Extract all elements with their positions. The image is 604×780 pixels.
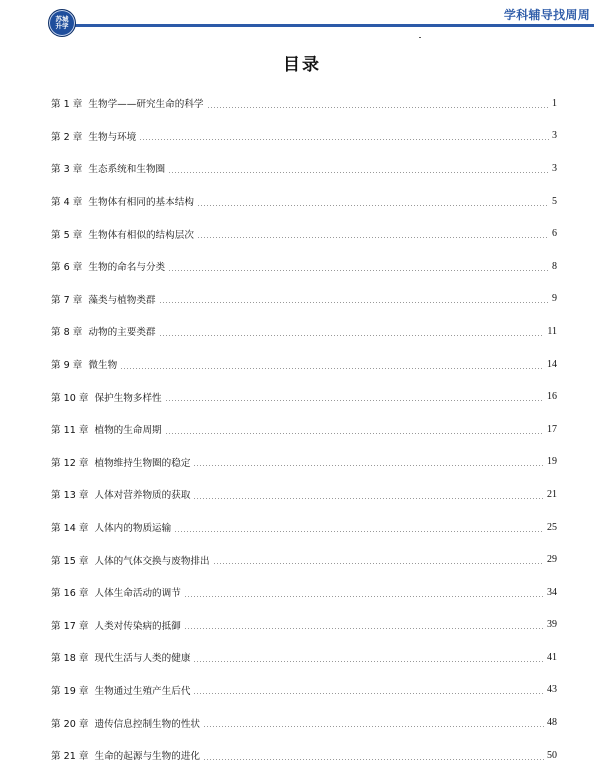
toc-dot-leader — [184, 628, 544, 629]
toc-dot-leader — [168, 270, 549, 271]
toc-dot-leader — [184, 596, 544, 597]
toc-page-number: 11 — [547, 325, 557, 337]
toc-entry[interactable] — [51, 641, 557, 674]
toc-page-number: 17 — [547, 423, 557, 435]
toc-page-number: 6 — [552, 228, 557, 240]
toc-page-number: 5 — [552, 195, 557, 207]
toc-chapter-title: 遗传信息控制生物的性状 — [94, 718, 201, 730]
toc-entry[interactable] — [51, 511, 557, 544]
toc-entry[interactable] — [51, 152, 557, 185]
toc-dot-leader — [213, 563, 544, 564]
toc-page-number: 34 — [547, 586, 557, 598]
toc-entry[interactable] — [51, 413, 557, 446]
toc-dot-leader — [159, 335, 545, 336]
toc-entry[interactable] — [51, 478, 557, 511]
toc-dot-leader — [159, 302, 549, 303]
toc-entry[interactable] — [51, 283, 557, 316]
toc-chapter-title: 人体生命活动的调节 — [94, 588, 181, 600]
toc-page-number: 39 — [547, 619, 557, 631]
toc-dot-leader — [120, 368, 544, 369]
toc-entry[interactable] — [51, 120, 557, 153]
scan-speck — [419, 37, 421, 38]
toc-page-number: 16 — [547, 391, 557, 403]
toc-chapter-number: 第 4 章 — [51, 197, 83, 209]
toc-chapter-title: 生物体有相似的结构层次 — [88, 229, 194, 241]
toc-page-number: 41 — [547, 651, 557, 663]
toc-chapter-title: 生物与环境 — [88, 131, 137, 143]
toc-entry[interactable] — [51, 609, 557, 642]
toc-dot-leader — [165, 433, 544, 434]
toc-chapter-number: 第 13 章 — [51, 490, 89, 502]
toc-chapter-number: 第 17 章 — [51, 620, 89, 632]
page-header — [0, 0, 604, 34]
toc-chapter-title: 人类对传染病的抵御 — [94, 620, 181, 632]
toc-chapter-title: 人体的气体交换与废物排出 — [94, 555, 210, 567]
toc-dot-leader — [203, 759, 544, 760]
toc-chapter-number: 第 19 章 — [51, 685, 89, 697]
toc-dot-leader — [174, 531, 544, 532]
toc-chapter-title: 植物维持生物圈的稳定 — [94, 457, 191, 469]
toc-entry[interactable] — [51, 87, 557, 120]
toc-chapter-number: 第 14 章 — [51, 523, 89, 535]
toc-chapter-title: 生物的命名与分类 — [88, 262, 166, 274]
toc-title: 目录 — [283, 55, 321, 75]
toc-entry[interactable] — [51, 446, 557, 479]
toc-chapter-title: 动物的主要类群 — [88, 327, 156, 339]
toc-entry[interactable] — [51, 315, 557, 348]
toc-chapter-number: 第 20 章 — [51, 718, 89, 730]
toc-chapter-title: 现代生活与人类的健康 — [94, 653, 191, 665]
toc-entry[interactable] — [51, 185, 557, 218]
toc-chapter-title: 藻类与植物类群 — [88, 294, 156, 306]
toc-chapter-number: 第 16 章 — [51, 588, 89, 600]
toc-page-number: 8 — [552, 260, 557, 272]
toc-dot-leader — [139, 139, 549, 140]
toc-chapter-number: 第 6 章 — [51, 262, 83, 274]
toc-dot-leader — [207, 107, 549, 108]
toc-chapter-number: 第 7 章 — [51, 294, 83, 306]
toc-chapter-number: 第 12 章 — [51, 457, 89, 469]
toc-dot-leader — [203, 726, 544, 727]
toc-page-number: 9 — [552, 293, 557, 305]
toc-page-number: 1 — [552, 97, 557, 109]
toc-chapter-title: 生物学——研究生命的科学 — [88, 99, 204, 111]
toc-page-number: 21 — [547, 488, 557, 500]
toc-chapter-title: 植物的生命周期 — [94, 425, 162, 437]
toc-page-number: 3 — [552, 130, 557, 142]
toc-page-number: 43 — [547, 684, 557, 696]
toc-page-number: 3 — [552, 162, 557, 174]
toc-entry[interactable] — [51, 706, 557, 739]
toc-entry[interactable] — [51, 217, 557, 250]
toc-dot-leader — [193, 465, 544, 466]
toc-page-number: 25 — [547, 521, 557, 533]
toc-dot-leader — [193, 498, 544, 499]
toc-dot-leader — [193, 693, 544, 694]
toc-chapter-number: 第 18 章 — [51, 653, 89, 665]
toc-chapter-number: 第 1 章 — [51, 99, 83, 111]
logo-text-line1: 苏城 — [55, 14, 69, 23]
toc-page-number: 14 — [547, 358, 557, 370]
toc-page-number: 19 — [547, 456, 557, 468]
toc-entry[interactable] — [51, 348, 557, 381]
toc-page-number: 50 — [547, 749, 557, 761]
toc-dot-leader — [197, 205, 549, 206]
toc-chapter-title: 生态系统和生物圈 — [88, 164, 166, 176]
toc-entry[interactable] — [51, 576, 557, 609]
toc-entry[interactable] — [51, 739, 557, 772]
toc-chapter-number: 第 9 章 — [51, 360, 83, 372]
toc-page-number: 48 — [547, 717, 557, 729]
toc-chapter-title: 生物通过生殖产生后代 — [94, 685, 191, 697]
toc-chapter-number: 第 11 章 — [51, 425, 89, 437]
toc-entry[interactable] — [51, 543, 557, 576]
header-title: 学科辅导找周周 — [503, 8, 590, 22]
toc-dot-leader — [168, 172, 549, 173]
toc-entry[interactable] — [51, 380, 557, 413]
toc-chapter-title: 人体对营养物质的获取 — [94, 490, 191, 502]
toc-chapter-title: 保护生物多样性 — [94, 392, 162, 404]
toc-entry[interactable] — [51, 674, 557, 707]
toc-chapter-title: 人体内的物质运输 — [94, 523, 172, 535]
header-divider — [52, 24, 594, 27]
toc-chapter-title: 微生物 — [88, 360, 118, 372]
toc-dot-leader — [197, 237, 549, 238]
toc-chapter-number: 第 10 章 — [51, 392, 89, 404]
toc-chapter-number: 第 15 章 — [51, 555, 89, 567]
logo-text-line2: 升学 — [55, 22, 69, 30]
toc-chapter-number: 第 3 章 — [51, 164, 83, 176]
toc-chapter-number: 第 2 章 — [51, 131, 83, 143]
toc-chapter-number: 第 8 章 — [51, 327, 83, 339]
toc-chapter-title: 生物体有相同的基本结构 — [88, 197, 194, 209]
toc-chapter-title: 生命的起源与生物的进化 — [94, 751, 201, 763]
toc-chapter-number: 第 5 章 — [51, 229, 83, 241]
toc-list — [51, 87, 557, 771]
toc-chapter-number: 第 21 章 — [51, 751, 89, 763]
toc-dot-leader — [193, 661, 544, 662]
brand-logo — [48, 9, 76, 37]
toc-page-number: 29 — [547, 554, 557, 566]
toc-entry[interactable] — [51, 250, 557, 283]
toc-dot-leader — [165, 400, 544, 401]
